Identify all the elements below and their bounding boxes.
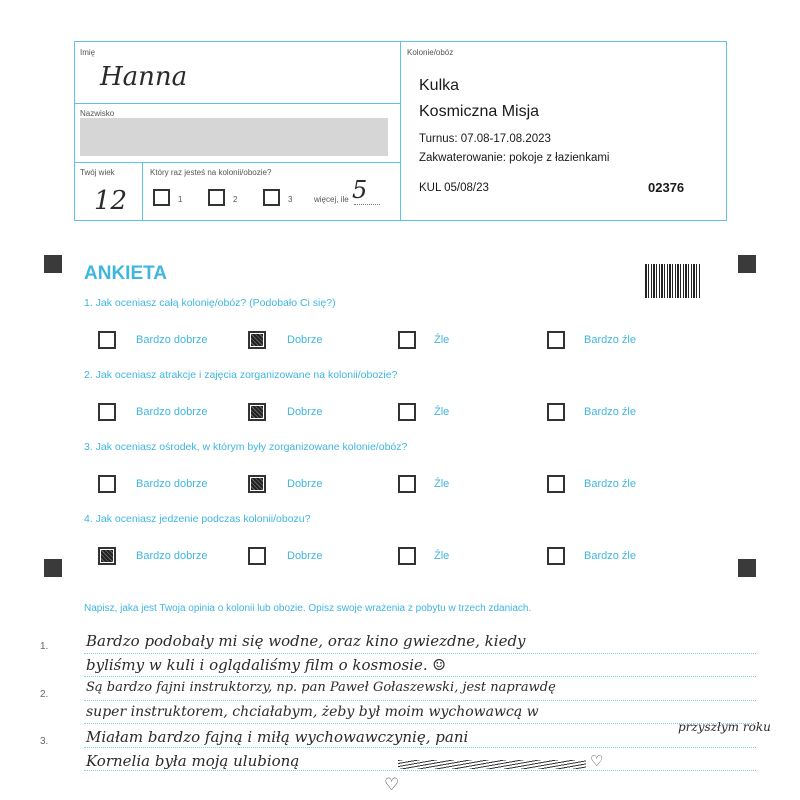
margin-note: przyszłym roku — [678, 720, 771, 734]
heart-icon: ♡ — [590, 753, 604, 770]
rating-checkbox[interactable] — [547, 475, 565, 493]
question-text: 2. Jak oceniasz atrakcje i zajęcia zorganizowane na kolonii/obozie? — [84, 369, 398, 381]
rating-option-label: Źle — [434, 478, 450, 490]
survey-title: ANKIETA — [84, 263, 168, 284]
line-number: 3. — [40, 736, 49, 747]
answer-line — [84, 653, 756, 654]
opinion-line[interactable]: Bardzo podobały mi się wodne, oraz kino gwiezdne, kiedy — [86, 632, 526, 650]
question-text: 1. Jak oceniasz całą kolonię/obóz? (Podobało Ci się?) — [84, 297, 336, 309]
opinion-prompt: Napisz, jaka jest Twoja opinia o kolonii lub obozie. Opisz swoje wrażenia z pobytu w trzech zdaniach. — [84, 603, 532, 614]
times-option-1: 1 — [178, 195, 183, 204]
name-value[interactable]: Hanna — [100, 62, 188, 92]
form-number: 02376 — [648, 180, 685, 195]
times-option-3: 3 — [288, 195, 293, 204]
alignment-marker — [738, 255, 756, 273]
more-value[interactable]: 5 — [352, 176, 368, 204]
rating-checkbox[interactable] — [398, 547, 416, 565]
rating-checkbox[interactable] — [248, 331, 266, 349]
opinion-line[interactable]: Miałam bardzo fajną i miłą wychowawczynię, pani — [86, 728, 469, 746]
surname-redacted — [80, 118, 388, 156]
heart-icon: ♡ — [384, 775, 400, 794]
rating-checkbox[interactable] — [98, 331, 116, 349]
rating-checkbox[interactable] — [398, 475, 416, 493]
opinion-line[interactable]: Są bardzo fajni instruktorzy, np. pan Paweł Gołaszewski, jest naprawdę — [86, 680, 556, 695]
divider — [400, 41, 401, 221]
rating-option-label: Bardzo źle — [584, 334, 636, 346]
times-checkbox-1[interactable] — [153, 189, 170, 206]
line-number: 1. — [40, 641, 49, 652]
rating-option-label: Dobrze — [287, 406, 323, 418]
rating-checkbox[interactable] — [98, 403, 116, 421]
answer-line — [84, 676, 756, 677]
divider — [74, 103, 401, 104]
rating-option-label: Dobrze — [287, 334, 323, 346]
rating-option-label: Bardzo dobrze — [136, 550, 208, 562]
times-checkbox-3[interactable] — [263, 189, 280, 206]
line-number: 2. — [40, 689, 49, 700]
answer-line — [84, 723, 756, 724]
answer-line — [84, 747, 756, 748]
divider — [142, 162, 143, 221]
times-label: Który raz jesteś na kolonii/obozie? — [150, 168, 272, 177]
alignment-marker — [738, 559, 756, 577]
age-label: Twój wiek — [80, 168, 115, 177]
rating-option-label: Bardzo źle — [584, 406, 636, 418]
camp-code: KUL 05/08/23 — [419, 182, 489, 194]
scribble-out — [398, 760, 586, 769]
rating-checkbox[interactable] — [547, 547, 565, 565]
name-label: Imię — [80, 48, 96, 57]
rating-option-label: Dobrze — [287, 550, 323, 562]
camp-name: Kulka — [419, 77, 460, 94]
divider — [74, 162, 401, 163]
opinion-line[interactable]: super instruktorem, chciałabym, żeby był moim wychowawcą w — [86, 704, 539, 720]
age-value[interactable]: 12 — [94, 186, 128, 216]
rating-checkbox[interactable] — [398, 331, 416, 349]
question-text: 4. Jak oceniasz jedzenie podczas kolonii/obozu? — [84, 513, 311, 525]
surname-label: Nazwisko — [80, 109, 115, 118]
accommodation: Zakwaterowanie: pokoje z łazienkami — [419, 152, 610, 164]
rating-checkbox[interactable] — [547, 403, 565, 421]
rating-option-label: Źle — [434, 334, 450, 346]
rating-option-label: Źle — [434, 550, 450, 562]
alignment-marker — [44, 559, 62, 577]
opinion-line[interactable]: Kornelia była moją ulubioną — [86, 752, 300, 770]
times-option-2: 2 — [233, 195, 238, 204]
rating-checkbox[interactable] — [547, 331, 565, 349]
rating-option-label: Bardzo źle — [584, 550, 636, 562]
rating-option-label: Bardzo dobrze — [136, 478, 208, 490]
rating-checkbox[interactable] — [248, 475, 266, 493]
rating-checkbox[interactable] — [98, 547, 116, 565]
more-dotted-line — [354, 204, 380, 205]
alignment-marker — [44, 255, 62, 273]
more-label: więcej, ile — [314, 195, 349, 204]
rating-checkbox[interactable] — [98, 475, 116, 493]
camp-label: Kolonie/obóz — [407, 48, 454, 57]
opinion-line[interactable]: byliśmy w kuli i oglądaliśmy film o kosmosie. ☺ — [86, 656, 446, 674]
camp-title: Kosmiczna Misja — [419, 103, 540, 120]
barcode — [645, 264, 701, 298]
rating-option-label: Źle — [434, 406, 450, 418]
rating-option-label: Bardzo źle — [584, 478, 636, 490]
rating-option-label: Dobrze — [287, 478, 323, 490]
times-checkbox-2[interactable] — [208, 189, 225, 206]
rating-checkbox[interactable] — [248, 547, 266, 565]
rating-checkbox[interactable] — [398, 403, 416, 421]
rating-option-label: Bardzo dobrze — [136, 406, 208, 418]
question-text: 3. Jak oceniasz ośrodek, w którym były zorganizowane kolonie/obóz? — [84, 441, 408, 453]
rating-option-label: Bardzo dobrze — [136, 334, 208, 346]
rating-checkbox[interactable] — [248, 403, 266, 421]
turnus: Turnus: 07.08-17.08.2023 — [419, 133, 551, 145]
answer-line — [84, 700, 756, 701]
answer-line — [84, 770, 756, 771]
